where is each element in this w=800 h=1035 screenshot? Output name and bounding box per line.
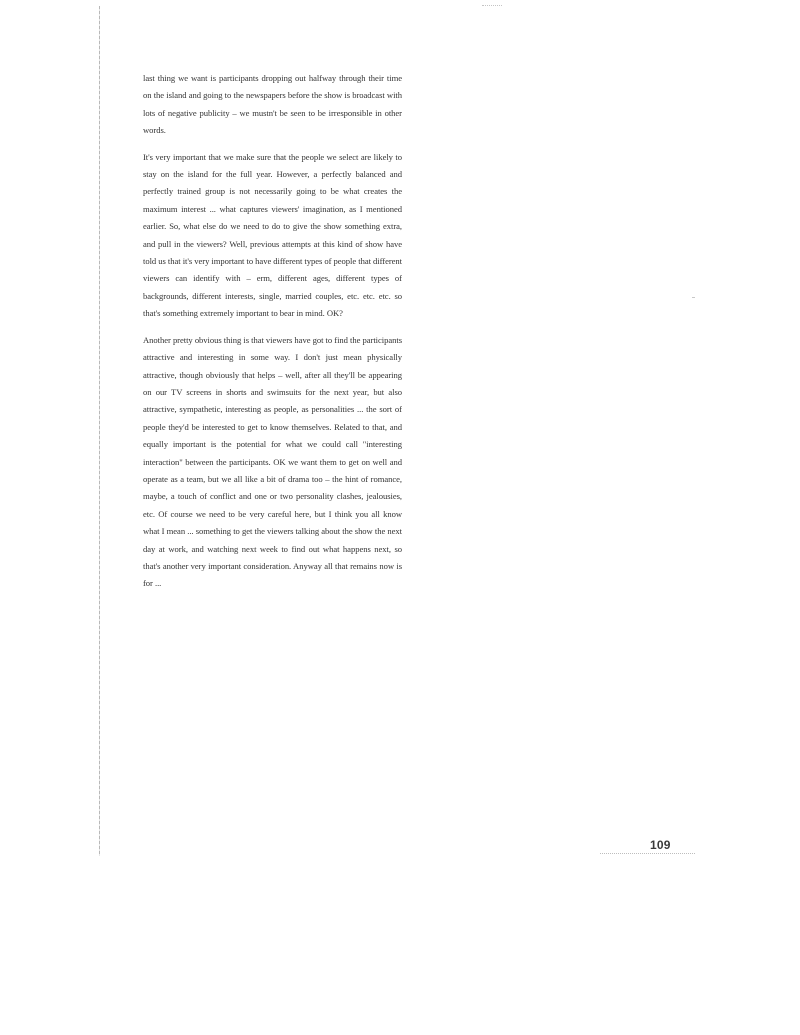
paragraph-3: Another pretty obvious thing is that viewers have got to find the participants attractive and interesting in some way. I don't just mean physically attractive, though obviously that helps – well, after all they'll be appearing on our TV screens in shorts and swimsuits for the next year, but also attractive, sympathetic, interesting as people, as personalities ... the sort of people they'd be interested to get to know themselves. Related to that, and equally important is the potential for what we could call "interesting interaction" between the participants. OK we want them to get on well and operate as a team, but we all like a bit of drama too – the hint of romance, maybe, a touch of conflict and one or two personality clashes, jealousies, etc. Of course we need to be very careful here, but I think you all know what I mean ... something to get the viewers talking about the show the next day at work, and watching next week to find out what happens next, so that's another very important consideration. Anyway all that remains now is for ... bbox=[143, 334, 402, 589]
footer-rule bbox=[600, 853, 695, 855]
paragraph-2: It's very important that we make sure that the people we select are likely to stay on the island for the full year. However, a perfectly balanced and perfectly trained group is not necessarily going to be what creates the maximum interest ... what captures viewers' imagination, as I mentioned earlier. So, what else do we need to do to give the show something extra, and pull in the viewers? Well, previous attempts at this kind of show have told us that it's very important to have different types of people that different viewers can identify with – erm, different ages, different types of backgrounds, different interests, single, married couples, etc. etc. etc. so that's something extremely important to bear in mind. OK? bbox=[143, 151, 402, 319]
paragraph-1: last thing we want is participants dropping out halfway through their time on the island and going to the newspapers before the show is broadcast with lots of negative publicity – we mustn't be seen to be irresponsible in other words. bbox=[143, 73, 402, 136]
page-number: 109 bbox=[650, 838, 671, 852]
scan-stray-mark bbox=[692, 297, 695, 298]
body-text-column bbox=[143, 70, 402, 602]
page-binding-edge bbox=[99, 6, 100, 856]
scan-top-mark bbox=[482, 5, 502, 7]
